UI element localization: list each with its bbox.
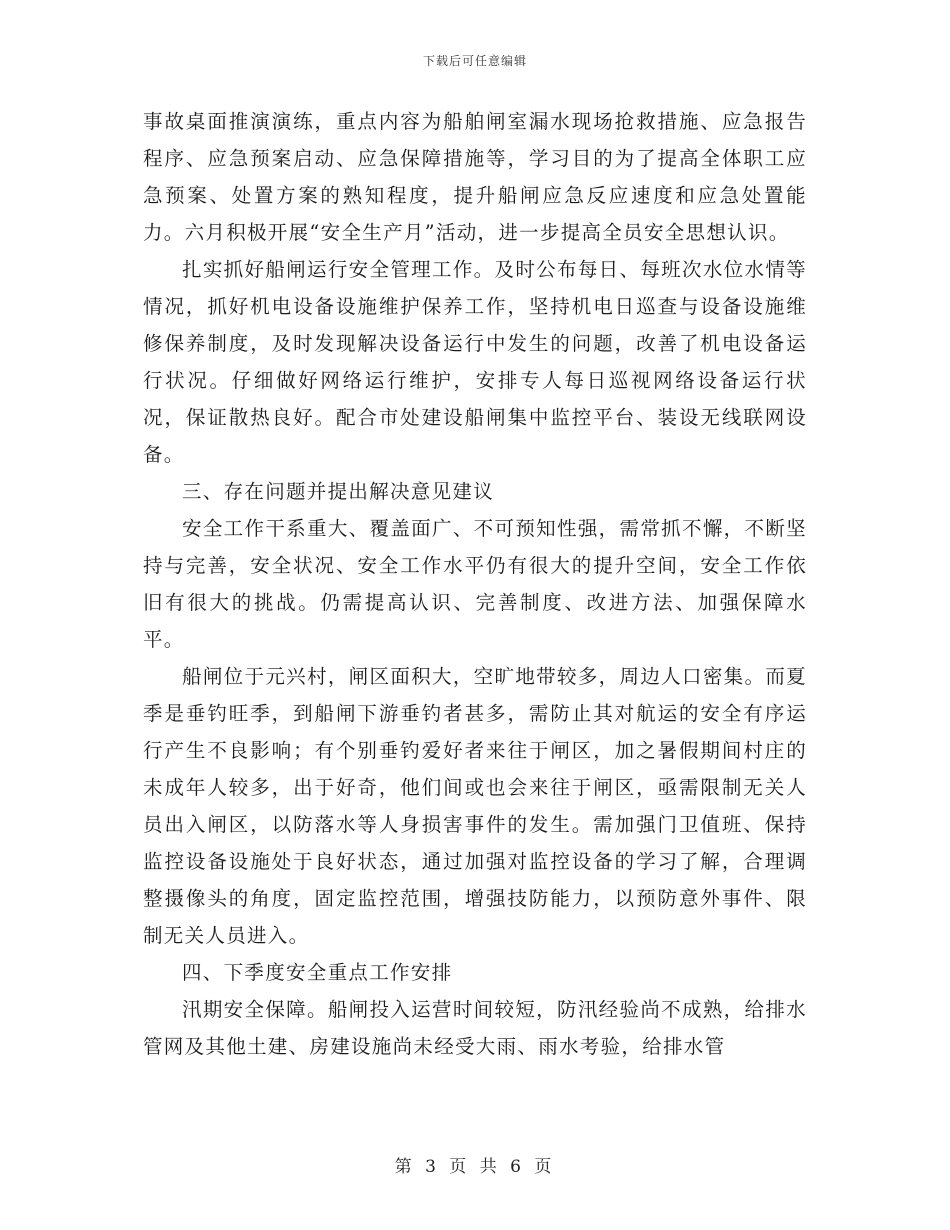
- page-header: 下载后可任意编辑: [422, 54, 527, 68]
- section-heading-next-quarter: 四、下季度安全重点工作安排: [182, 961, 453, 984]
- paragraph-safety-challenges: 安全工作干系重大、覆盖面广、不可预知性强，需常抓不懈，不断坚持与完善，安全状况、安全工作水平仍有很大的提升空间，安全工作依旧有很大的挑战。仍需提高认识、完善制度、改进方法、加强保障水平。: [143, 517, 807, 651]
- section-heading-problems: 三、存在问题并提出解决意见建议: [182, 480, 495, 503]
- paragraph-flood-season: 汛期安全保障。船闸投入运营时间较短，防汛经验尚不成熟，给排水管网及其他土建、房建设施尚未经受大雨、雨水考验，给排水管: [143, 998, 807, 1058]
- paragraph-operation-safety: 扎实抓好船闸运行安全管理工作。及时公布每日、每班次水位水情等情况，抓好机电设备设施维护保养工作，坚持机电日巡查与设备设施维修保养制度，及时发现解决设备运行中发生的问题，改善了机电设备运行状况。仔细做好网络运行维护，安排专人每日巡视网络设备运行状况，保证散热良好。配合市处建设船闸集中监控平台、装设无线联网设备。: [143, 258, 807, 466]
- paragraph-emergency-drill: 事故桌面推演演练，重点内容为船舶闸室漏水现场抢救措施、应急报告程序、应急预案启动、应急保障措施等，学习目的为了提高全体职工应急预案、处置方案的熟知程度，提升船闸应急反应速度和应急处置能力。六月积极开展“安全生产月”活动，进一步提高全员安全思想认识。: [143, 110, 807, 244]
- document-body: [143, 103, 807, 1065]
- paragraph-lock-area: 船闸位于元兴村，闸区面积大，空旷地带较多，周边人口密集。而夏季是垂钓旺季，到船闸下游垂钓者甚多，需防止其对航运的安全有序运行产生不良影响；有个别垂钓爱好者来往于闸区，加之暑假期间村庄的未成年人较多，出于好奇，他们间或也会来往于闸区，亟需限制无关人员出入闸区，以防落水等人身损害事件的发生。需加强门卫值班、保持监控设备设施处于良好状态，通过加强对监控设备的学习了解，合理调整摄像头的角度，固定监控范围，增强技防能力，以预防意外事件、限制无关人员进入。: [143, 665, 807, 947]
- page-number-footer: 第 3 页 共 6 页: [394, 1157, 556, 1177]
